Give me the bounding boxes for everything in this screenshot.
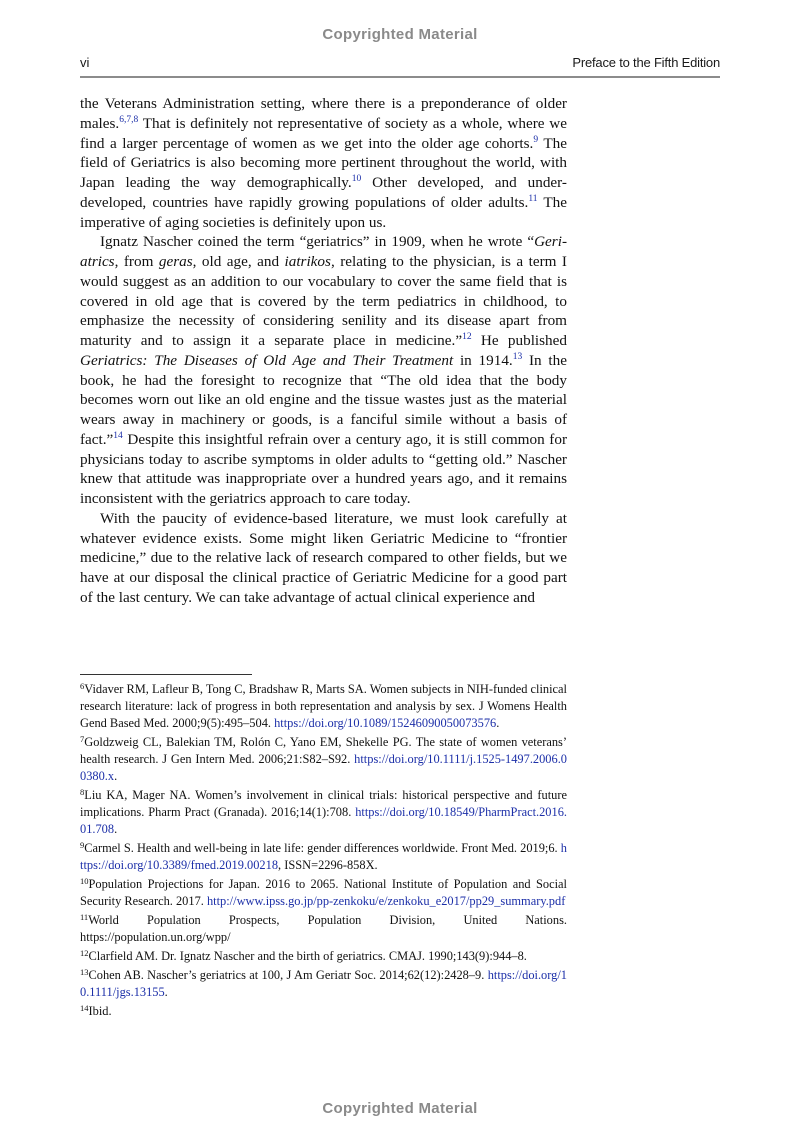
running-head <box>80 54 720 78</box>
section-title: Preface to the Fifth Edition <box>572 55 720 70</box>
footnote-ref[interactable]: 6,7,8 <box>119 114 139 125</box>
paragraph-3: With the paucity of evidence-based literature, we must look carefully at whatever evidence exists. Some might liken Geriatric Medicine to “frontier medicine,” due to the relative lack of research compared to other fields, but we have at our disposal the clinical practice of Geriatric Medicine for a good part of the last century. We can take advantage of actual clinical experience and <box>80 509 567 606</box>
footnote-ref[interactable]: 11 <box>528 193 538 204</box>
book-title: Geriatrics: The Diseases of Old Age and Their Treatment <box>80 351 454 369</box>
footnote-14: $^{14}$Ibid. <box>80 1003 112 1018</box>
footnote-ref[interactable]: 13 <box>512 351 523 362</box>
footnote-ref[interactable]: 10 <box>351 174 362 184</box>
footnote-7: $^7$Goldzweig CL, Balekian TM, Rolón C, Yano EM, Shekelle PG. The state of women veterans’ health research. J Gen Intern Med. 2006;21:S82–S92. https://doi.org/10.1111/j.1525-1497.2006.00380.x. <box>80 734 567 783</box>
footnote-6: $^6$Vidaver RM, Lafleur B, Tong C, Bradshaw R, Marts SA. Women subjects in NIH-funded clinical research literature: lack of progress in both representation and analysis by sex. J Womens Health Gend Based Med. 2000;9(5):495–504. https://doi.org/10.1089/15246090050073576. <box>80 681 567 730</box>
body-text <box>80 94 567 608</box>
footnote-11: $^{11}$World Population Prospects, Population Division, United Nations. https://population.un.org/wpp/ <box>80 912 567 944</box>
doi-link[interactable]: https://doi.org/10.1111/j.1525-1497.2006.00380.x <box>80 752 567 783</box>
report-link[interactable]: http://www.ipss.go.jp/pp-zenkoku/e/zenkoku_e2017/pp29_summary.pdf <box>206 894 566 908</box>
doi-link[interactable]: https://doi.org/10.1111/jgs.13155 <box>80 968 567 999</box>
footnote-13: $^{13}$Cohen AB. Nascher’s geriatrics at 100, J Am Geriatr Soc. 2014;62(12):2428–9. https://doi.org/10.1111/jgs.13155. <box>80 967 567 999</box>
paragraph-2: Ignatz Nascher coined the term “geriatrics” in 1909, when he wrote “Geriatrics, from geras, old age, and iatrikos, relating to the physician, is a term I would suggest as an addition to our vocabulary to cover the same field that is covered in old age that is covered by the term pediatrics in childhood, to emphasize the necessity of considering senility and its disease apart from maturity and to assign it a separate place in medicine.”$^{12}$ He published Geriatrics: The Diseases of Old Age and Their Treatment in 1914.13 In the book, he had the foresight to recognize that “The old idea that the body becomes worn out like an old engine and the tissue wastes just as the material wears away in machinery or goods, is a fanciful simile without a basis of fact.”$^{14}$ Despite this insightful refrain over a century ago, it is still common for physicians today to ascribe symptoms in older adults to “getting old.” Nascher knew that attitude was inappropriate over a hundred years ago, and it remains inconsistent with the geriatrics approach to care today. <box>80 233 567 507</box>
footnote-ref[interactable]: 12 <box>462 332 472 342</box>
footnote-ref[interactable]: 9 <box>533 134 539 145</box>
page-number: vi <box>80 55 90 70</box>
doi-link[interactable]: https://doi.org/10.3389/fmed.2019.00218 <box>80 841 567 872</box>
footnote-separator <box>80 674 252 675</box>
footnote-12: $^{12}$Clarfield AM. Dr. Ignatz Nascher and the birth of geriatrics. CMAJ. 1990;143(9):944–8. <box>80 948 527 963</box>
footnote-8: $^8$Liu KA, Mager NA. Women’s involvement in clinical trials: historical perspective and future implications. Pharm Pract (Granada). 2016;14(1):708. https://doi.org/10.18549/PharmPract.2016.01.708. <box>80 787 567 836</box>
footnote-10: $^{10}$Population Projections for Japan. 2016 to 2065. National Institute of Population and Social Security Research. 2017. http://www.ipss.go.jp/pp-zenkoku/e/zenkoku_e2017/pp29_summary.pdf <box>80 876 567 908</box>
doi-link[interactable]: https://doi.org/10.1089/15246090050073576 <box>274 716 497 730</box>
doi-link[interactable]: https://doi.org/10.18549/PharmPract.2016.01.708 <box>80 805 567 836</box>
paragraph-1: the Veterans Administration setting, where there is a preponderance of older males.$^{6,7,8}$ That is definitely not representative of society as a whole, where we find a larger percentage of women as we get into the older age cohorts.$^9$ The field of Geriatrics is also becoming more pertinent throughout the world, with Japan leading the way demographically.$^{10}$ Other developed, and under-developed, countries have rapidly growing populations of older adults.$^{11}$ The imperative of aging societies is definitely upon us. <box>80 95 567 231</box>
footnote-ref[interactable]: 14 <box>113 430 123 441</box>
footnotes <box>80 681 567 1022</box>
footnote-9: $^9$Carmel S. Health and well-being in late life: gender differences worldwide. Front Med. 2019;6. https://doi.org/10.3389/fmed.2019.00218, ISSN=2296-858X. <box>80 840 567 872</box>
copyright-watermark-bottom: Copyrighted Material <box>322 1100 478 1117</box>
copyright-watermark-top: Copyrighted Material <box>322 26 478 43</box>
